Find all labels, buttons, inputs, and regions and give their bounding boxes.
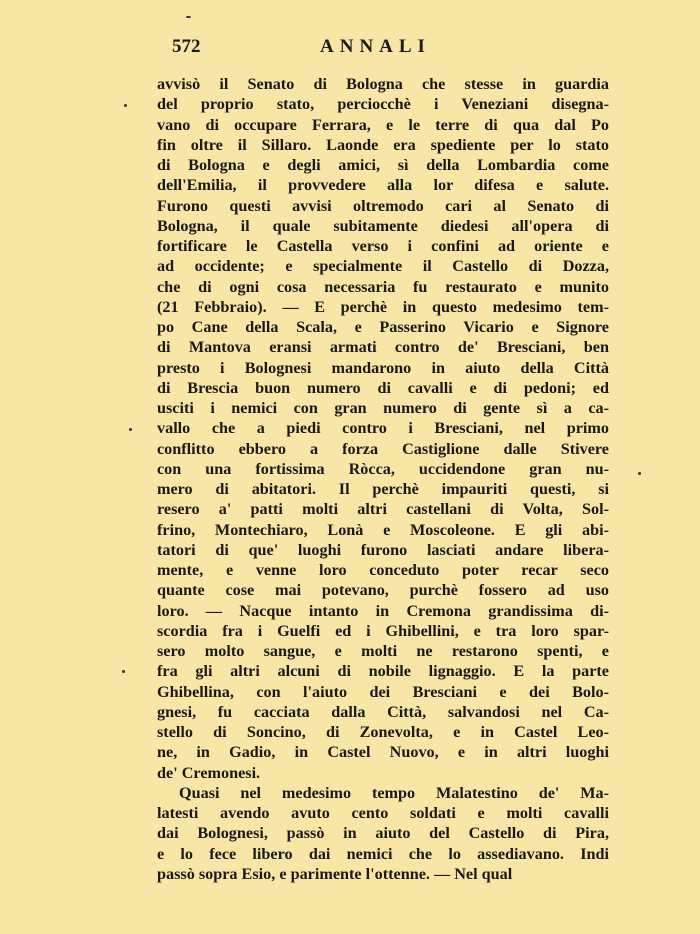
text-line: sero molto sangue, e molti ne restarono spenti, e [157,642,609,660]
text-line: Quasi nel medesimo tempo Malatestino de' Ma- [179,783,609,802]
text-line: quante cose mai potevano, purchè fossero ad uso [157,581,609,600]
text-line: di Bologna e degli amici, sì della Lombardia come [157,156,609,174]
text-line: che di ogni cosa necessaria fu restaurato e munito [157,277,609,296]
paragraph [157,783,609,884]
text-line: Furono questi avvisi oltremodo cari al Senato di [157,196,609,215]
text-line: vallo che a piedi contro i Bresciani, nel primo [157,419,609,438]
page-number: 572 [172,36,201,57]
text-line: con una fortissima Ròcca, uccidendone gran nu- [157,459,609,478]
text-line: tatori di que' luoghi furono lasciati andare libera- [157,540,609,559]
scan-speck [638,472,641,475]
scan-speck [129,428,132,431]
page-header [172,36,612,62]
text-line: stello di Soncino, di Zonevolta, e in Castel Leo- [157,723,609,741]
text-line: resero a' patti molti altri castellani di Volta, Sol- [157,500,609,519]
text-line: Bologna, il quale subitamente diedesi all'opera di [157,216,609,235]
body-text [157,74,609,884]
text-line: e lo fece libero dai nemici che lo assediavano. Indi [157,844,609,863]
text-line: po Cane della Scala, e Passerino Vicario e Signore [157,318,609,336]
text-line: mente, e venne loro conceduto poter recar seco [157,561,609,579]
text-line: fin oltre il Sillaro. Laonde era spediente per lo stato [157,135,609,154]
text-line: ad occidente; e specialmente il Castello di Dozza, [157,257,609,276]
text-line: Ghibellina, con l'aiuto dei Bresciani e dei Bolo- [157,682,609,701]
running-title: ANNALI [320,36,431,57]
text-line: de' Cremonesi. [157,763,261,782]
text-line: scordia fra i Guelfi ed i Ghibellini, e tra loro spar- [157,621,609,640]
scan-speck [186,16,191,18]
text-line: mero di abitatori. Il perchè impauriti questi, si [157,480,609,498]
text-line: gnesi, fu cacciata dalla Città, salvandosi nel Ca- [157,702,609,721]
text-line: passò sopra Esio, e parimente l'ottenne. — Nel qual [157,864,513,883]
text-line: latesti avendo avuto cento soldati e molti cavalli [157,804,609,822]
text-line: loro. — Nacque intanto in Cremona grandissima di- [157,601,609,620]
text-line: dai Bolognesi, passò in aiuto del Castello di Pira, [157,824,609,843]
text-line: (21 Febbraio). — E perchè in questo medesimo tem- [157,297,609,316]
text-line: vano di occupare Ferrara, e le terre di qua dal Po [157,115,609,134]
text-line: fortificare le Castella verso i confini ad oriente e [157,237,609,255]
text-line: ne, in Gadio, in Castel Nuovo, e in altri luoghi [157,743,609,762]
text-line: dell'Emilia, il provvedere alla lor difesa e salute. [157,176,609,195]
paragraph [157,74,609,783]
text-line: di Brescia buon numero di cavalli e di pedoni; ed [157,378,609,397]
text-line: del proprio stato, perciocchè i Veneziani disegna- [157,95,609,114]
text-line: fra gli altri alcuni di nobile lignaggio. E la parte [157,662,609,681]
scan-speck [124,104,127,107]
scan-speck [122,670,125,673]
text-line: presto i Bolognesi mandarono in aiuto della Città [157,358,609,377]
text-line: conflitto ebbero a forza Castiglione dalle Stivere [157,439,609,458]
text-line: frino, Montechiaro, Lonà e Moscoleone. E gli abi- [157,520,609,539]
text-line: di Mantova eransi armati contro de' Bresciani, ben [157,338,609,357]
text-line: avvisò il Senato di Bologna che stesse in guardia [157,75,609,93]
text-line: usciti i nemici con gran numero di gente sì a ca- [157,399,609,417]
